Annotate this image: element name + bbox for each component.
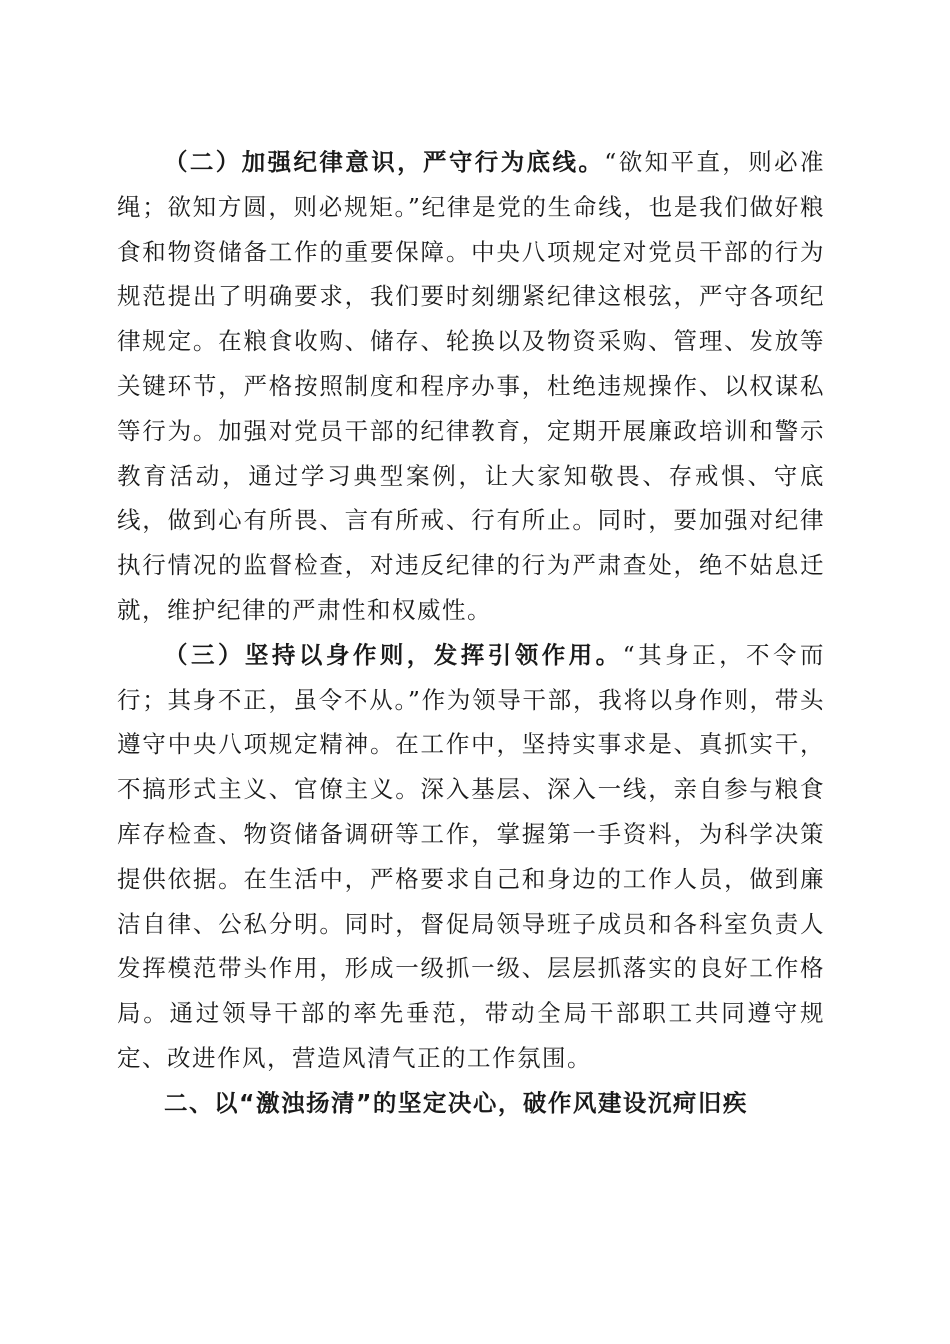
paragraph-lead-by-example-lead: （三）坚持以身作则，发挥引领作用。: [164, 640, 623, 669]
document-body: [117, 140, 825, 1126]
paragraph-lead-by-example: [117, 633, 825, 1081]
paragraph-discipline: [117, 140, 825, 633]
paragraph-discipline-body: “欲知平直，则必准绳；欲知方圆，则必规矩。”纪律是党的生命线，也是我们做好粮食和物资储备工作的重要保障。中央八项规定对党员干部的行为规范提出了明确要求，我们要时刻绷紧纪律这根弦，严守各项纪律规定。在粮食收购、储存、轮换以及物资采购、管理、发放等关键环节，严格按照制度和程序办事，杜绝违规操作、以权谋私等行为。加强对党员干部的纪律教育，定期开展廉政培训和警示教育活动，通过学习典型案例，让大家知敬畏、存戒惧、守底线，做到心有所畏、言有所戒、行有所止。同时，要加强对纪律执行情况的监督检查，对违反纪律的行为严肃查处，绝不姑息迁就，维护纪律的严肃性和权威性。: [117, 148, 826, 624]
paragraph-lead-by-example-body: “其身正，不令而行；其身不正，虽令不从。”作为领导干部，我将以身作则，带头遵守中央八项规定精神。在工作中，坚持实事求是、真抓实干，不搞形式主义、官僚主义。深入基层、深入一线，亲自参与粮食库存检查、物资储备调研等工作，掌握第一手资料，为科学决策提供依据。在生活中，严格要求自己和身边的工作人员，做到廉洁自律、公私分明。同时，督促局领导班子成员和各科室负责人发挥模范带头作用，形成一级抓一级、层层抓落实的良好工作格局。通过领导干部的率先垂范，带动全局干部职工共同遵守规定、改进作风，营造风清气正的工作氛围。: [117, 640, 826, 1072]
section-heading: 二、以“激浊扬清”的坚定决心，破作风建设沉疴旧疾: [164, 1088, 748, 1117]
paragraph-discipline-lead: （二）加强纪律意识，严守行为底线。: [164, 148, 605, 176]
